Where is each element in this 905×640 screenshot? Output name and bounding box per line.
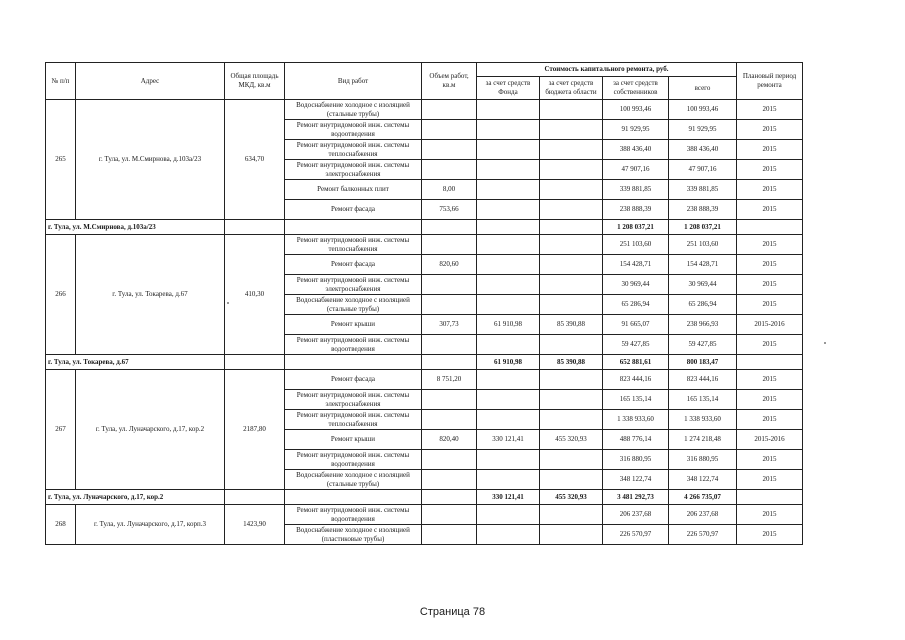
cell-work: Водоснабжение холодное с изоляцией (пластиковые трубы) bbox=[285, 525, 422, 545]
cell-total: 206 237,68 bbox=[669, 505, 737, 525]
cell-period: 2015 bbox=[737, 295, 803, 315]
cell-work: Ремонт внутридомовой инж. системы водоотведения bbox=[285, 120, 422, 140]
cell-own: 251 103,60 bbox=[603, 235, 669, 255]
cell-fund bbox=[477, 295, 540, 315]
cell-work: Ремонт внутридомовой инж. системы теплоснабжения bbox=[285, 235, 422, 255]
cell-period: 2015 bbox=[737, 370, 803, 390]
cell-area: 2187,80 bbox=[225, 370, 285, 490]
table-row bbox=[46, 370, 803, 390]
cell-budget bbox=[540, 180, 603, 200]
cell-budget bbox=[540, 140, 603, 160]
cell-fund bbox=[477, 200, 540, 220]
cell-address: г. Тула, ул. Луначарского, д.17, корп.3 bbox=[76, 505, 225, 545]
cell-volume bbox=[422, 120, 477, 140]
cell-work bbox=[285, 220, 422, 235]
table-row bbox=[46, 100, 803, 120]
cell-volume bbox=[422, 525, 477, 545]
cell-own: 238 888,39 bbox=[603, 200, 669, 220]
cell-own: 165 135,14 bbox=[603, 390, 669, 410]
subtotal-address: г. Тула, ул. М.Смирнова, д.103а/23 bbox=[46, 220, 225, 235]
cell-period: 2015-2016 bbox=[737, 430, 803, 450]
cell-own: 226 570,97 bbox=[603, 525, 669, 545]
cell-period: 2015 bbox=[737, 140, 803, 160]
cell-volume bbox=[422, 335, 477, 355]
cell-total: 316 880,95 bbox=[669, 450, 737, 470]
subtotal-own: 3 481 292,73 bbox=[603, 490, 669, 505]
cell-volume bbox=[422, 140, 477, 160]
cell-volume bbox=[422, 390, 477, 410]
cell-period bbox=[737, 220, 803, 235]
cell-period: 2015-2016 bbox=[737, 315, 803, 335]
cell-budget bbox=[540, 470, 603, 490]
cell-budget bbox=[540, 410, 603, 430]
cell-budget: 455 320,93 bbox=[540, 430, 603, 450]
cell-fund bbox=[477, 335, 540, 355]
subtotal-budget: 455 320,93 bbox=[540, 490, 603, 505]
cell-period: 2015 bbox=[737, 450, 803, 470]
cell-work: Ремонт внутридомовой инж. системы водоотведения bbox=[285, 335, 422, 355]
cell-period bbox=[737, 490, 803, 505]
scan-speck bbox=[227, 302, 229, 304]
cell-address: г. Тула, ул. М.Смирнова, д.103а/23 bbox=[76, 100, 225, 220]
cell-period: 2015 bbox=[737, 470, 803, 490]
cell-own: 488 776,14 bbox=[603, 430, 669, 450]
subtotal-budget bbox=[540, 220, 603, 235]
cell-total: 1 338 933,60 bbox=[669, 410, 737, 430]
header-area: Общая площадь МКД, кв.м bbox=[225, 63, 285, 100]
cell-total: 100 993,46 bbox=[669, 100, 737, 120]
cell-area bbox=[225, 355, 285, 370]
cell-total: 238 966,93 bbox=[669, 315, 737, 335]
cell-fund bbox=[477, 140, 540, 160]
cell-num: 266 bbox=[46, 235, 76, 355]
cell-period: 2015 bbox=[737, 160, 803, 180]
subtotal-fund: 61 910,98 bbox=[477, 355, 540, 370]
cell-total: 1 274 218,48 bbox=[669, 430, 737, 450]
subtotal-total: 800 183,47 bbox=[669, 355, 737, 370]
cell-budget bbox=[540, 100, 603, 120]
cell-fund: 61 910,98 bbox=[477, 315, 540, 335]
cell-total: 154 428,71 bbox=[669, 255, 737, 275]
subtotal-own: 652 881,61 bbox=[603, 355, 669, 370]
cell-total: 226 570,97 bbox=[669, 525, 737, 545]
cell-fund bbox=[477, 370, 540, 390]
subtotal-address: г. Тула, ул. Токарева, д.67 bbox=[46, 355, 225, 370]
header-fund: за счет средств Фонда bbox=[477, 77, 540, 100]
cell-total: 47 907,16 bbox=[669, 160, 737, 180]
cell-own: 154 428,71 bbox=[603, 255, 669, 275]
cell-area: 410,30 bbox=[225, 235, 285, 355]
cell-period: 2015 bbox=[737, 235, 803, 255]
cell-own: 206 237,68 bbox=[603, 505, 669, 525]
cell-budget bbox=[540, 200, 603, 220]
cell-period: 2015 bbox=[737, 410, 803, 430]
cell-budget bbox=[540, 160, 603, 180]
cell-fund bbox=[477, 120, 540, 140]
header-period: Плановый период ремонта bbox=[737, 63, 803, 100]
subtotal-total: 4 266 735,07 bbox=[669, 490, 737, 505]
cell-volume bbox=[422, 220, 477, 235]
subtotal-budget: 85 390,88 bbox=[540, 355, 603, 370]
cell-volume bbox=[422, 410, 477, 430]
cell-work: Ремонт внутридомовой инж. системы теплоснабжения bbox=[285, 140, 422, 160]
cell-own: 100 993,46 bbox=[603, 100, 669, 120]
cell-budget: 85 390,88 bbox=[540, 315, 603, 335]
repair-table-sheet bbox=[45, 62, 802, 545]
cell-work: Водоснабжение холодное с изоляцией (стальные трубы) bbox=[285, 470, 422, 490]
header-address: Адрес bbox=[76, 63, 225, 100]
cell-budget bbox=[540, 450, 603, 470]
cell-work: Водоснабжение холодное с изоляцией (стальные трубы) bbox=[285, 295, 422, 315]
cell-volume: 753,66 bbox=[422, 200, 477, 220]
cell-volume bbox=[422, 295, 477, 315]
table-body bbox=[46, 100, 803, 545]
cell-budget bbox=[540, 295, 603, 315]
cell-own: 388 436,40 bbox=[603, 140, 669, 160]
cell-period: 2015 bbox=[737, 100, 803, 120]
table-row bbox=[46, 505, 803, 525]
cell-own: 65 286,94 bbox=[603, 295, 669, 315]
header-own: за счет средств собственников bbox=[603, 77, 669, 100]
cell-total: 339 881,85 bbox=[669, 180, 737, 200]
cell-own: 1 338 933,60 bbox=[603, 410, 669, 430]
cell-own: 348 122,74 bbox=[603, 470, 669, 490]
cell-num: 267 bbox=[46, 370, 76, 490]
cell-volume bbox=[422, 355, 477, 370]
cell-own: 30 969,44 bbox=[603, 275, 669, 295]
cell-budget bbox=[540, 505, 603, 525]
cell-volume: 8,00 bbox=[422, 180, 477, 200]
subtotal-fund: 330 121,41 bbox=[477, 490, 540, 505]
cell-budget bbox=[540, 390, 603, 410]
repair-table bbox=[45, 62, 803, 545]
subtotal-row bbox=[46, 220, 803, 235]
cell-period bbox=[737, 355, 803, 370]
table-row bbox=[46, 235, 803, 255]
cell-total: 165 135,14 bbox=[669, 390, 737, 410]
cell-period: 2015 bbox=[737, 335, 803, 355]
cell-volume bbox=[422, 160, 477, 180]
cell-area: 634,70 bbox=[225, 100, 285, 220]
cell-total: 348 122,74 bbox=[669, 470, 737, 490]
cell-own: 823 444,16 bbox=[603, 370, 669, 390]
cell-own: 47 907,16 bbox=[603, 160, 669, 180]
cell-work: Ремонт крыши bbox=[285, 430, 422, 450]
cell-total: 238 888,39 bbox=[669, 200, 737, 220]
cell-work: Ремонт фасада bbox=[285, 255, 422, 275]
cell-budget bbox=[540, 370, 603, 390]
cell-work: Ремонт внутридомовой инж. системы водоотведения bbox=[285, 505, 422, 525]
cell-fund bbox=[477, 505, 540, 525]
header-num: № п/п bbox=[46, 63, 76, 100]
cell-area: 1423,90 bbox=[225, 505, 285, 545]
cell-budget bbox=[540, 525, 603, 545]
cell-area bbox=[225, 220, 285, 235]
cell-period: 2015 bbox=[737, 255, 803, 275]
cell-own: 339 881,85 bbox=[603, 180, 669, 200]
cell-work: Ремонт внутридомовой инж. системы теплоснабжения bbox=[285, 410, 422, 430]
cell-fund: 330 121,41 bbox=[477, 430, 540, 450]
header-budget: за счет средств бюджета области bbox=[540, 77, 603, 100]
cell-budget bbox=[540, 335, 603, 355]
cell-period: 2015 bbox=[737, 120, 803, 140]
cell-volume bbox=[422, 450, 477, 470]
cell-volume: 820,40 bbox=[422, 430, 477, 450]
subtotal-address: г. Тула, ул. Луначарского, д.17, кор.2 bbox=[46, 490, 225, 505]
cell-total: 823 444,16 bbox=[669, 370, 737, 390]
cell-work bbox=[285, 355, 422, 370]
cell-fund bbox=[477, 450, 540, 470]
cell-volume bbox=[422, 100, 477, 120]
header-total: всего bbox=[669, 77, 737, 100]
cell-work bbox=[285, 490, 422, 505]
cell-fund bbox=[477, 525, 540, 545]
cell-total: 65 286,94 bbox=[669, 295, 737, 315]
cell-volume: 307,73 bbox=[422, 315, 477, 335]
cell-budget bbox=[540, 235, 603, 255]
cell-period: 2015 bbox=[737, 505, 803, 525]
header-work: Вид работ bbox=[285, 63, 422, 100]
cell-volume bbox=[422, 235, 477, 255]
cell-fund bbox=[477, 390, 540, 410]
cell-fund bbox=[477, 100, 540, 120]
cell-work: Ремонт внутридомовой инж. системы электроснабжения bbox=[285, 275, 422, 295]
cell-volume: 8 751,20 bbox=[422, 370, 477, 390]
cell-budget bbox=[540, 255, 603, 275]
page-number: Страница 78 bbox=[419, 606, 486, 618]
cell-volume bbox=[422, 275, 477, 295]
header-cost-group: Стоимость капитального ремонта, руб. bbox=[477, 63, 737, 77]
cell-work: Ремонт внутридомовой инж. системы электроснабжения bbox=[285, 390, 422, 410]
cell-fund bbox=[477, 235, 540, 255]
cell-fund bbox=[477, 255, 540, 275]
cell-work: Ремонт внутридомовой инж. системы электроснабжения bbox=[285, 160, 422, 180]
subtotal-total: 1 208 037,21 bbox=[669, 220, 737, 235]
cell-num: 265 bbox=[46, 100, 76, 220]
cell-period: 2015 bbox=[737, 390, 803, 410]
cell-volume bbox=[422, 505, 477, 525]
cell-area bbox=[225, 490, 285, 505]
cell-fund bbox=[477, 410, 540, 430]
cell-work: Ремонт фасада bbox=[285, 370, 422, 390]
cell-volume bbox=[422, 470, 477, 490]
cell-fund bbox=[477, 180, 540, 200]
cell-work: Ремонт крыши bbox=[285, 315, 422, 335]
subtotal-row bbox=[46, 490, 803, 505]
cell-own: 91 665,07 bbox=[603, 315, 669, 335]
cell-period: 2015 bbox=[737, 525, 803, 545]
subtotal-fund bbox=[477, 220, 540, 235]
cell-total: 30 969,44 bbox=[669, 275, 737, 295]
cell-fund bbox=[477, 275, 540, 295]
scan-speck bbox=[824, 342, 826, 344]
cell-volume bbox=[422, 490, 477, 505]
cell-address: г. Тула, ул. Токарева, д.67 bbox=[76, 235, 225, 355]
cell-work: Ремонт внутридомовой инж. системы водоотведения bbox=[285, 450, 422, 470]
cell-own: 59 427,85 bbox=[603, 335, 669, 355]
cell-period: 2015 bbox=[737, 180, 803, 200]
cell-total: 59 427,85 bbox=[669, 335, 737, 355]
cell-num: 268 bbox=[46, 505, 76, 545]
cell-own: 91 929,95 bbox=[603, 120, 669, 140]
cell-own: 316 880,95 bbox=[603, 450, 669, 470]
cell-period: 2015 bbox=[737, 200, 803, 220]
cell-work: Водоснабжение холодное с изоляцией (стальные трубы) bbox=[285, 100, 422, 120]
subtotal-row bbox=[46, 355, 803, 370]
cell-fund bbox=[477, 160, 540, 180]
cell-total: 91 929,95 bbox=[669, 120, 737, 140]
header-volume: Объем работ, кв.м bbox=[422, 63, 477, 100]
cell-period: 2015 bbox=[737, 275, 803, 295]
cell-volume: 820,60 bbox=[422, 255, 477, 275]
cell-fund bbox=[477, 470, 540, 490]
cell-address: г. Тула, ул. Луначарского, д.17, кор.2 bbox=[76, 370, 225, 490]
cell-total: 388 436,40 bbox=[669, 140, 737, 160]
cell-total: 251 103,60 bbox=[669, 235, 737, 255]
cell-work: Ремонт балконных плит bbox=[285, 180, 422, 200]
cell-work: Ремонт фасада bbox=[285, 200, 422, 220]
cell-budget bbox=[540, 275, 603, 295]
cell-budget bbox=[540, 120, 603, 140]
subtotal-own: 1 208 037,21 bbox=[603, 220, 669, 235]
